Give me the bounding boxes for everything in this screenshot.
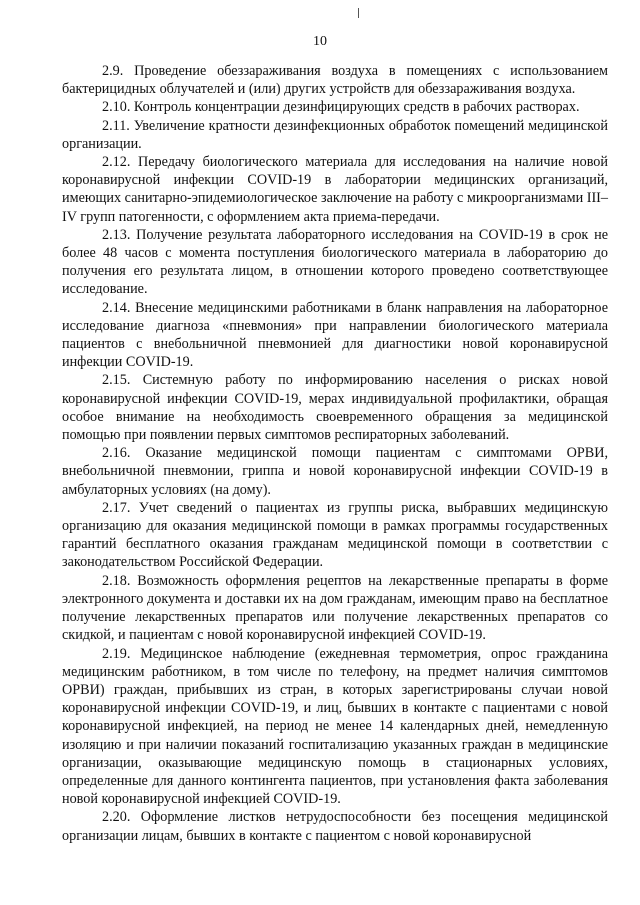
page-number: 10 [313,34,327,49]
paragraph-2-10: 2.10. Контроль концентрации дезинфицирующих средств в рабочих растворах. [102,99,580,116]
paragraph-2-13: 2.13. Получение результата лабораторного исследования на COVID-19 в срок не более 48 часов с момента поступления биологического материала в лабораторию до получения его результата лицом, в отношении которого проведено соответствующее исследование. [62,226,608,298]
paragraph-2-15: 2.15. Системную работу по информированию населения о рисках новой коронавирусной инфекции COVID-19, мерах индивидуальной профилактики, обращая особое внимание на необходимость своевременного обращения за медицинской помощью при появлении первых симптомов респираторных заболеваний. [62,372,608,444]
paragraph-2-16: 2.16. Оказание медицинской помощи пациентам с симптомами ОРВИ, внебольничной пневмонии, гриппа и новой коронавирусной инфекции COVID-19 в амбулаторных условиях (на дому). [62,445,608,498]
paragraph-2-19: 2.19. Медицинское наблюдение (ежедневная термометрия, опрос гражданина медицинским работником, в том числе по телефону, на предмет наличия симптомов ОРВИ) граждан, прибывших из стран, в которых зарегистрированы случаи новой коронавирусной инфекции COVID-19, и лиц, бывших в контакте с пациентами с новой коронавирусной инфекцией, на период не менее 14 календарных дней, немедленную изоляцию и при наличии показаний госпитализацию указанных граждан в медицинские организации, оказывающие медицинскую помощь в стационарных условиях, определенные для данного контингента пациентов, при установления факта заболевания новой коронавирусной инфекцией COVID-19. [62,645,608,808]
document-body [62,62,608,845]
paragraph-2-12: 2.12. Передачу биологического материала для исследования на наличие новой коронавирусной инфекции COVID-19 в лаборатории медицинских организаций, имеющих санитарно-эпидемиологическое заключение на работу с микроорганизмами III–IV групп патогенности, с оформлением акта приема-передачи. [62,154,608,225]
paragraph-2-20: 2.20. Оформление листков нетрудоспособности без посещения медицинской организации лицам, бывших в контакте с пациентом с новой коронавирусной [62,809,608,844]
paragraph-2-11: 2.11. Увеличение кратности дезинфекционных обработок помещений медицинской организации. [62,117,608,152]
paragraph-2-17: 2.17. Учет сведений о пациентах из группы риска, выбравших медицинскую организацию для оказания медицинской помощи в рамках программы государственных гарантий бесплатного оказания гражданам медицинской помощи в соответствии с законодательством Российской Федерации. [62,499,608,571]
paragraph-2-14: 2.14. Внесение медицинскими работниками в бланк направления на лабораторное исследование диагноза «пневмония» при направлении биологического материала пациентов с внебольничной пневмонией для диагностики новой коронавирусной инфекции COVID-19. [62,299,608,371]
paragraph-2-18: 2.18. Возможность оформления рецептов на лекарственные препараты в форме электронного документа и доставки их на дом гражданам, имеющим право на бесплатное получение лекарственных препаратов или получение лекарственных препаратов со скидкой, и пациентам с новой коронавирусной инфекцией COVID-19. [62,572,608,644]
paragraph-2-9: 2.9. Проведение обеззараживания воздуха в помещениях с использованием бактерицидных облучателей и (или) других устройств для обеззараживания воздуха. [62,63,608,98]
scan-mark [358,8,359,18]
